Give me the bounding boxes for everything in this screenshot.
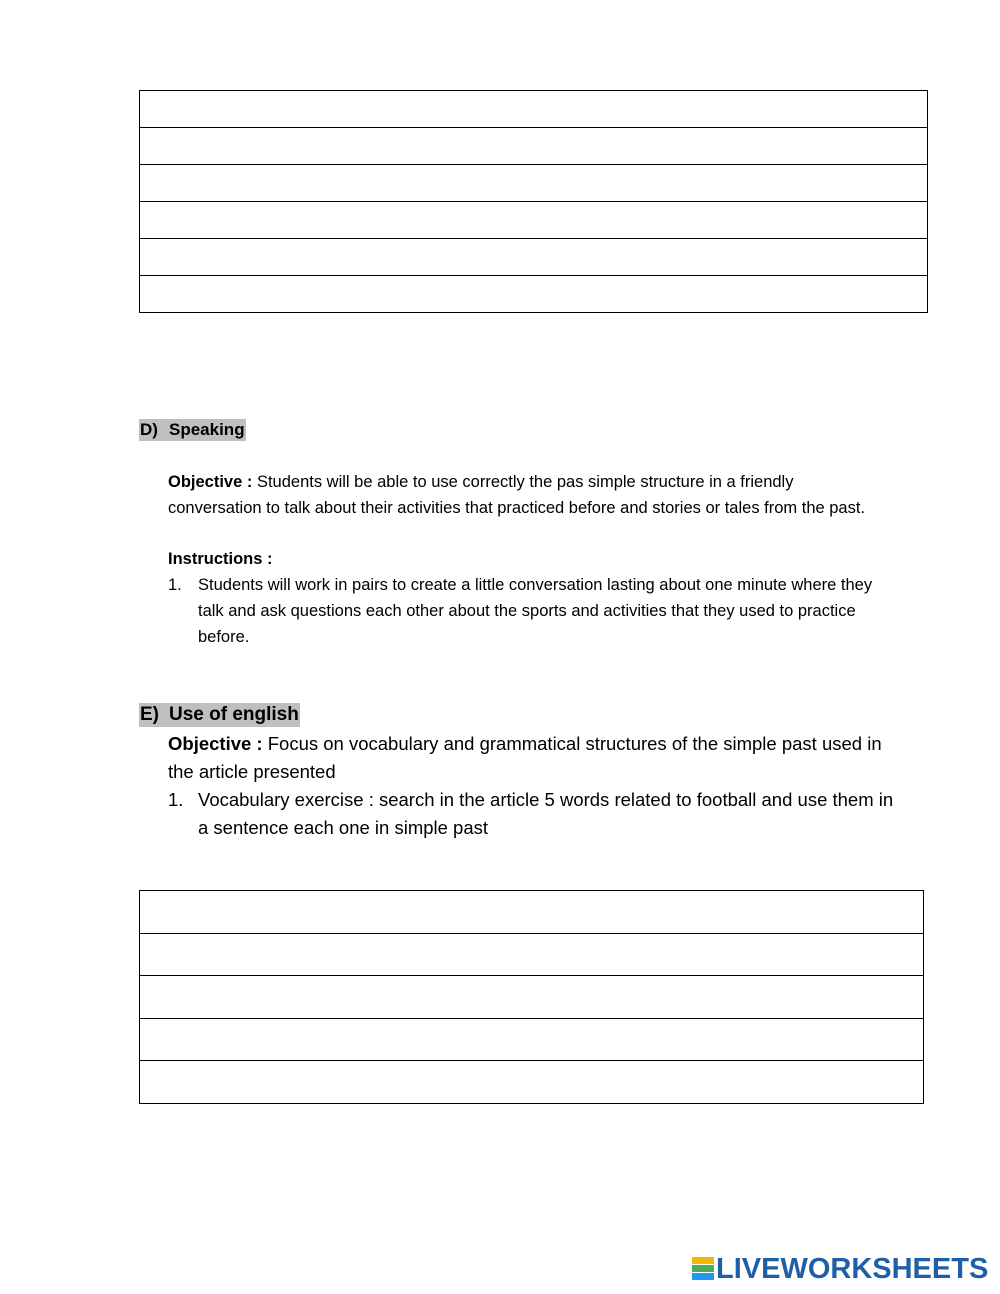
section-d-title: Speaking (169, 420, 245, 439)
answer-cell[interactable] (140, 1018, 924, 1061)
section-e-objective-text: Focus on vocabulary and grammatical structures of the simple past used in the article presented (168, 733, 882, 782)
answer-cell[interactable] (140, 276, 928, 313)
section-d-objective-label: Objective : (168, 473, 253, 491)
table-row (140, 976, 924, 1019)
answer-cell[interactable] (140, 128, 928, 165)
section-d-letter: D) (140, 420, 158, 439)
section-e-objective-label: Objective : (168, 733, 263, 754)
section-e-title: Use of english (169, 704, 299, 725)
logo-mark-bar (692, 1273, 714, 1280)
logo-mark-bar (692, 1257, 714, 1264)
section-d-heading (139, 419, 246, 441)
table-row (140, 165, 928, 202)
liveworksheets-logo (692, 1254, 988, 1284)
table-row (140, 91, 928, 128)
section-e-objective (168, 730, 888, 786)
logo-mark-icon (692, 1257, 714, 1281)
section-d-objective-text: Students will be able to use correctly the pas simple structure in a friendly conversation to talk about their activities that practiced before and stories or tales from the past. (168, 473, 866, 517)
logo-text: LIVEWORKSHEETS (716, 1253, 989, 1285)
section-d-instructions-label: Instructions : (168, 550, 273, 568)
table-row (140, 128, 928, 165)
table-row (140, 276, 928, 313)
answer-cell[interactable] (140, 976, 924, 1019)
logo-mark-bar (692, 1265, 714, 1272)
answer-table-top (139, 90, 928, 313)
section-d-item-text: Students will work in pairs to create a little conversation lasting about one minute where they talk and ask questions each other about the sports and activities that they used to practice before. (198, 576, 873, 646)
answer-table-bottom (139, 890, 924, 1104)
table-row (140, 1018, 924, 1061)
answer-cell[interactable] (140, 91, 928, 128)
answer-cell[interactable] (140, 202, 928, 239)
section-d-objective (168, 469, 888, 521)
table-row (140, 933, 924, 976)
table-row (140, 202, 928, 239)
section-e-item-number: 1. (168, 789, 184, 810)
table-row (140, 239, 928, 276)
answer-cell[interactable] (140, 1061, 924, 1104)
answer-cell[interactable] (140, 933, 924, 976)
section-e-item-text: Vocabulary exercise : search in the article 5 words related to football and use them in a sentence each one in simple past (198, 789, 894, 838)
answer-cell[interactable] (140, 891, 924, 934)
answer-cell[interactable] (140, 165, 928, 202)
section-e-heading (139, 703, 300, 727)
table-row (140, 891, 924, 934)
answer-cell[interactable] (140, 239, 928, 276)
section-d-item-number: 1. (168, 576, 182, 594)
table-row (140, 1061, 924, 1104)
section-e-letter: E) (140, 704, 159, 725)
